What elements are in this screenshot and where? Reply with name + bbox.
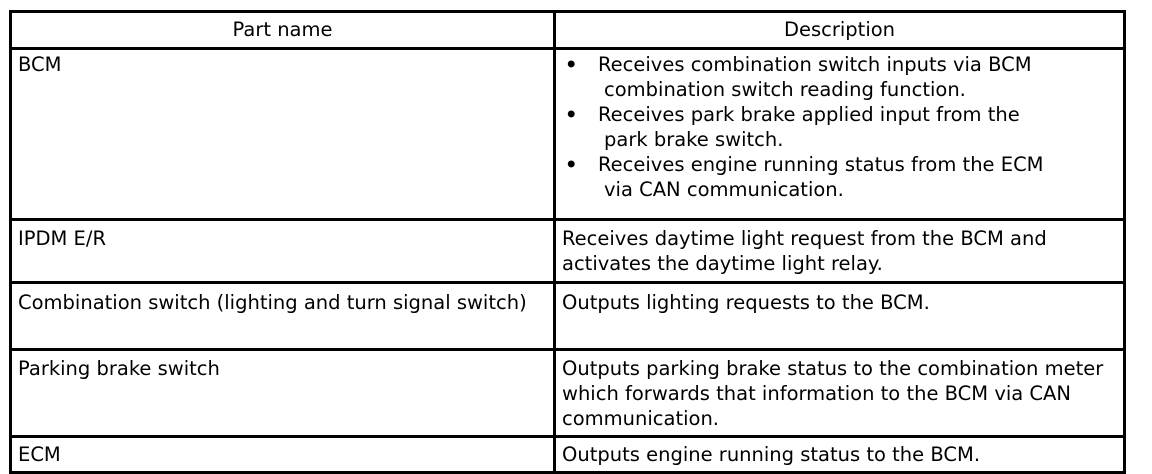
description-cell: Receives daytime light request from the BCM and activates the daytime light relay. — [555, 220, 1125, 283]
table-row — [11, 437, 1125, 473]
part-name-cell: ECM — [11, 437, 555, 473]
table-row — [11, 49, 1125, 220]
description-cell: Outputs lighting requests to the BCM. — [555, 283, 1125, 350]
table-row — [11, 350, 1125, 437]
header-description: Description — [555, 12, 1125, 49]
parts-table — [9, 10, 1126, 474]
part-name-cell: Combination switch (lighting and turn signal switch) — [11, 283, 555, 350]
part-name-cell: IPDM E/R — [11, 220, 555, 283]
table-header-row — [11, 12, 1125, 49]
bullet-icon: • — [565, 103, 578, 126]
description-cell — [555, 49, 1125, 220]
description-bullet-list — [562, 52, 1117, 202]
table-row — [11, 220, 1125, 283]
description-cell: Outputs engine running status to the BCM. — [555, 437, 1125, 473]
header-part-name: Part name — [11, 12, 555, 49]
bullet-item: • Receives combination switch inputs via BCM combination switch reading function. — [565, 53, 1032, 101]
bullet-icon: • — [565, 53, 578, 76]
part-name-cell: Parking brake switch — [11, 350, 555, 437]
description-cell: Outputs parking brake status to the combination meter which forwards that information to the BCM via CAN communication. — [555, 350, 1125, 437]
bullet-icon: • — [565, 153, 578, 176]
table-row — [11, 283, 1125, 350]
bullet-item: • Receives engine running status from the ECM via CAN communication. — [565, 153, 1044, 201]
part-name-cell: BCM — [11, 49, 555, 220]
bullet-item: • Receives park brake applied input from the park brake switch. — [565, 103, 1020, 151]
